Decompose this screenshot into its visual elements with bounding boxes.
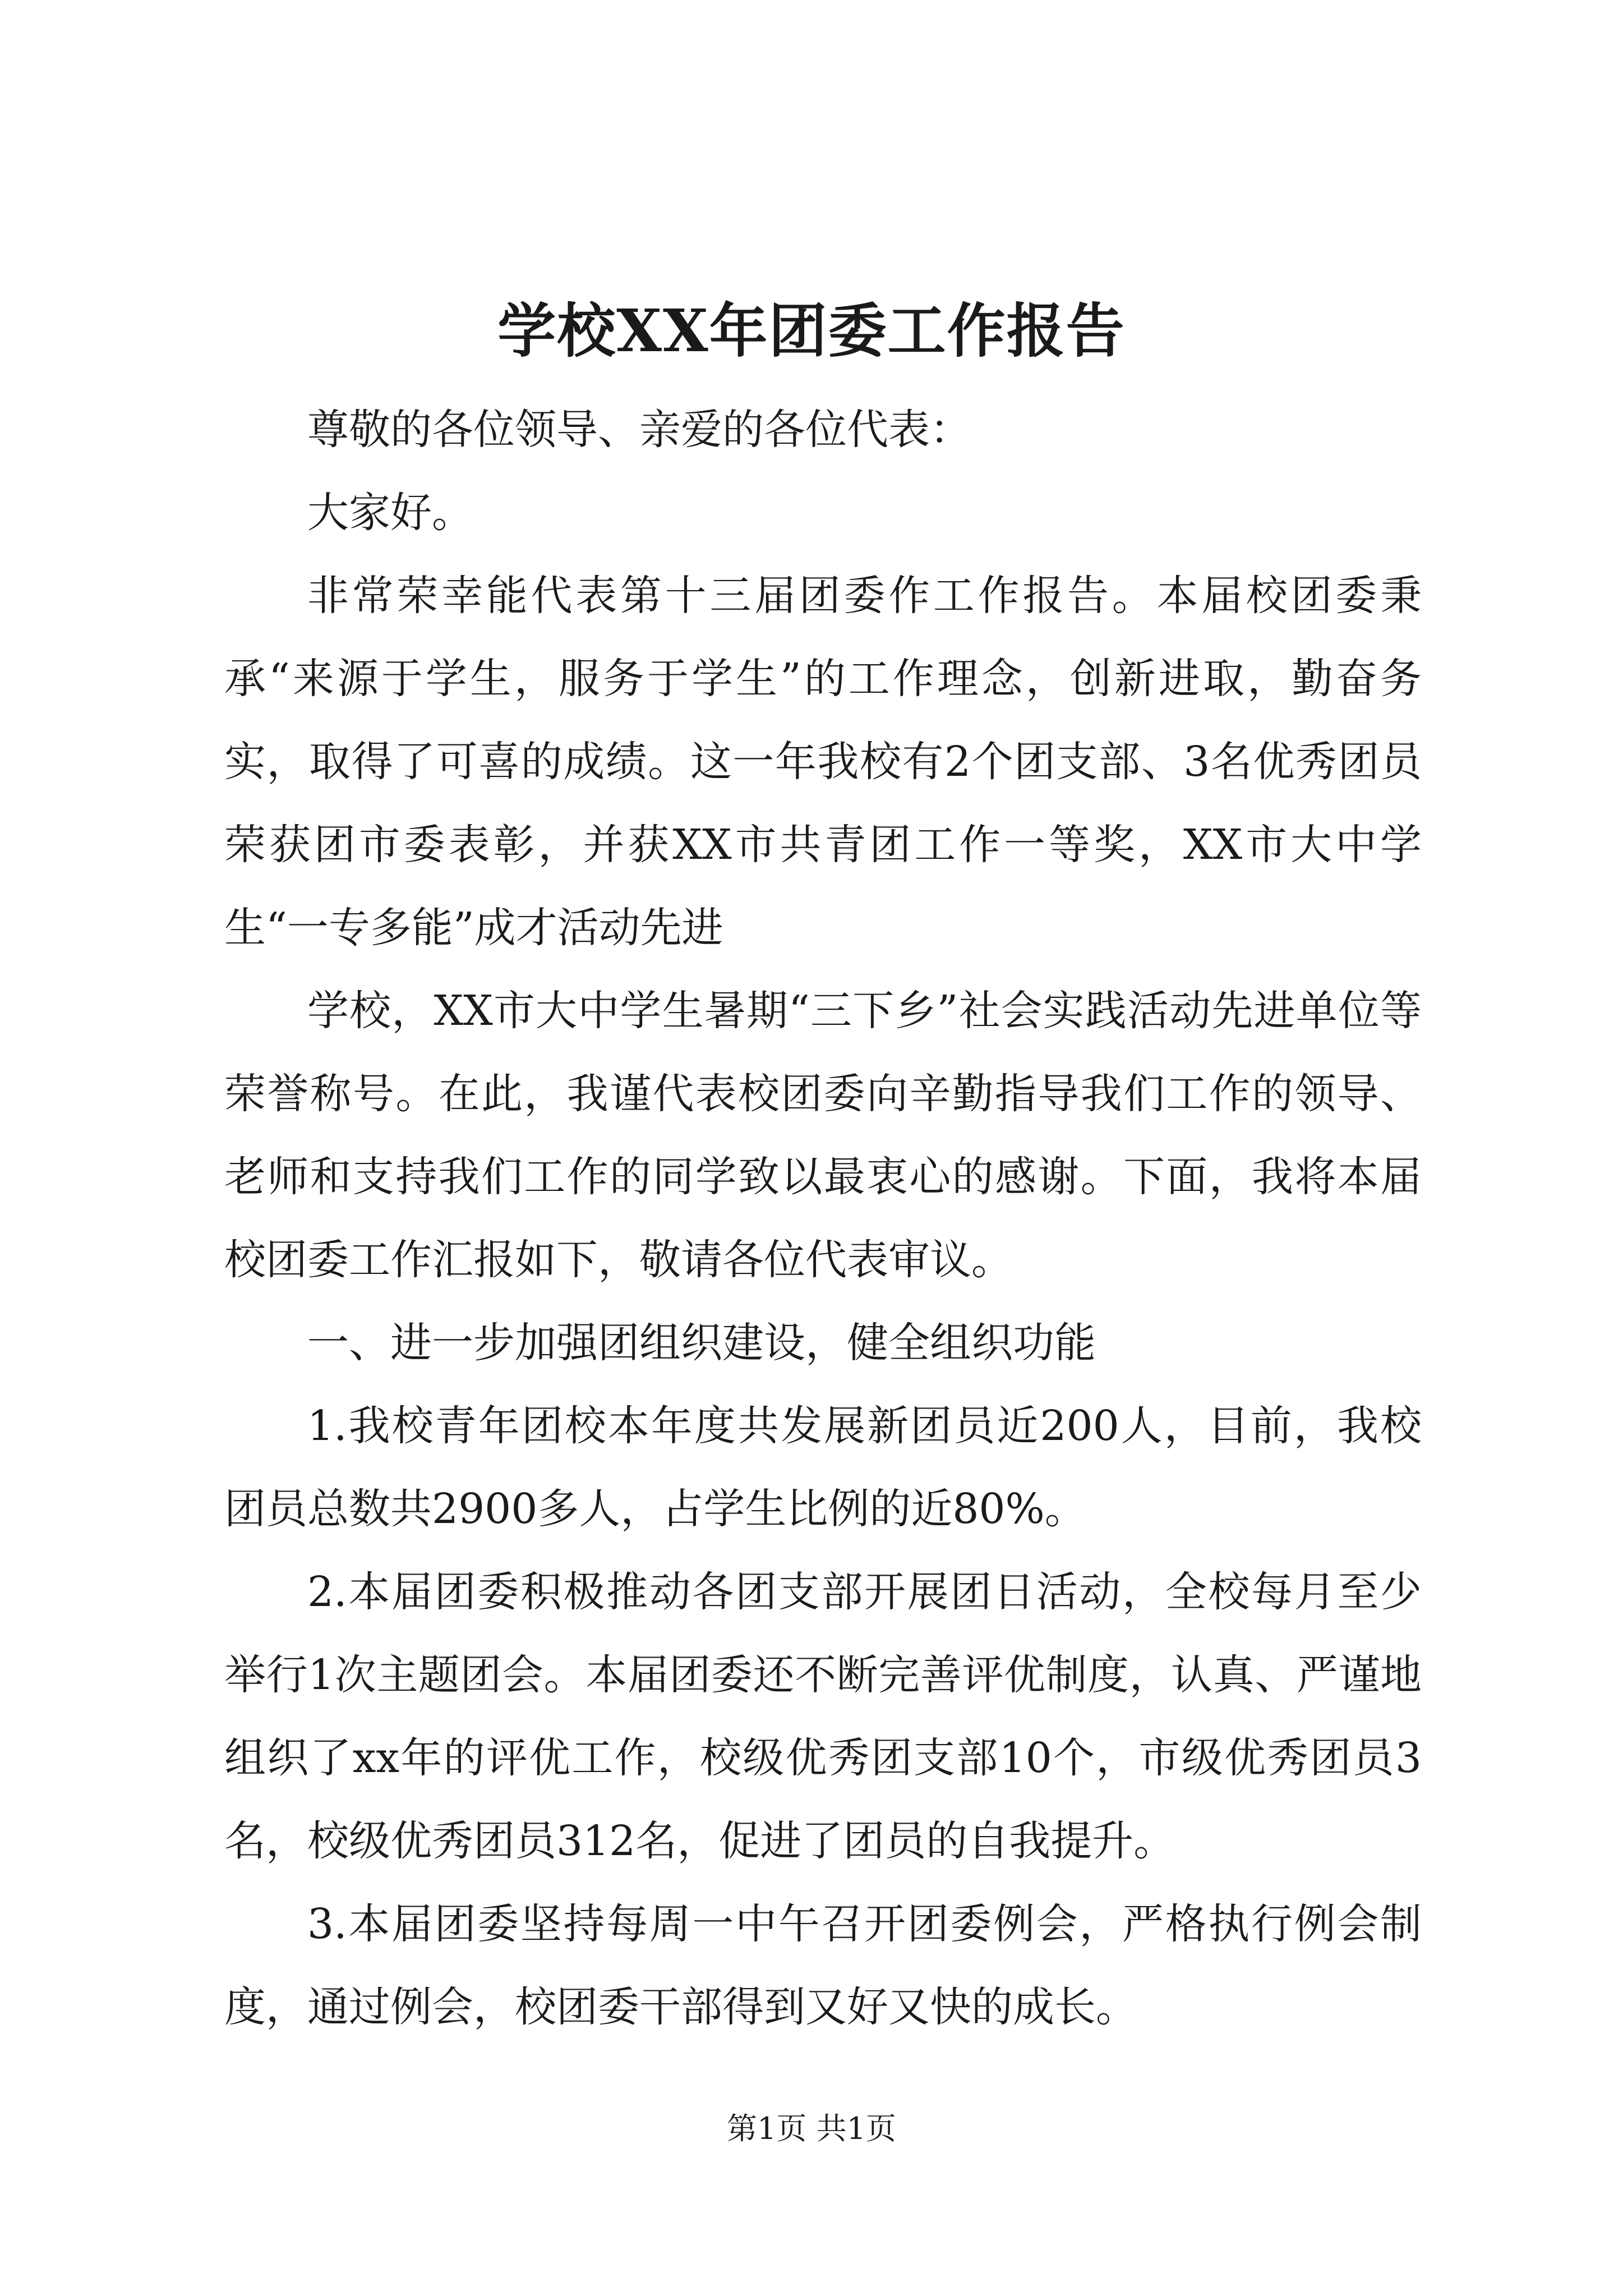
greeting-paragraph: 大家好。 bbox=[307, 489, 473, 537]
list-item-paragraph: 3.本届团委坚持每周一中午召开团委例会，严格执行例会制度，通过例会，校团委干部得到又好又快的成长。 bbox=[224, 1900, 1422, 2031]
list-item-paragraph: 2.本届团委积极推动各团支部开展团日活动，全校每月至少举行1次主题团会。本届团委还不断完善评优制度，认真、严谨地组织了xx年的评优工作，校级优秀团支部10个，市级优秀团员3名，校级优秀团员312名，促进了团员的自我提升。 bbox=[224, 1568, 1422, 1865]
document-title: 学校XX年团委工作报告 bbox=[497, 296, 1126, 365]
body-paragraph: 学校，XX市大中学生暑期“三下乡”社会实践活动先进单位等荣誉称号。在此，我谨代表校团委向辛勤指导我们工作的领导、老师和支持我们工作的同学致以最衷心的感谢。下面，我将本届校团委工作汇报如下，敬请各位代表审议。 bbox=[224, 987, 1422, 1284]
page-number-footer: 第1页 共1页 bbox=[727, 2111, 896, 2146]
body-paragraph: 非常荣幸能代表第十三届团委作工作报告。本届校团委秉承“来源于学生，服务于学生”的工作理念，创新进取，勤奋务实，取得了可喜的成绩。这一年我校有2个团支部、3名优秀团员荣获团市委表彰，并获XX市共青团工作一等奖，XX市大中学生“一专多能”成才活动先进 bbox=[224, 572, 1422, 952]
document-body bbox=[224, 388, 1422, 2049]
list-item-paragraph: 1.我校青年团校本年度共发展新团员近200人，目前，我校团员总数共2900多人，占学生比例的近80%。 bbox=[224, 1402, 1422, 1533]
salutation-paragraph: 尊敬的各位领导、亲爱的各位代表： bbox=[307, 406, 971, 454]
section-heading: 一、进一步加强团组织建设，健全组织功能 bbox=[307, 1319, 1096, 1367]
